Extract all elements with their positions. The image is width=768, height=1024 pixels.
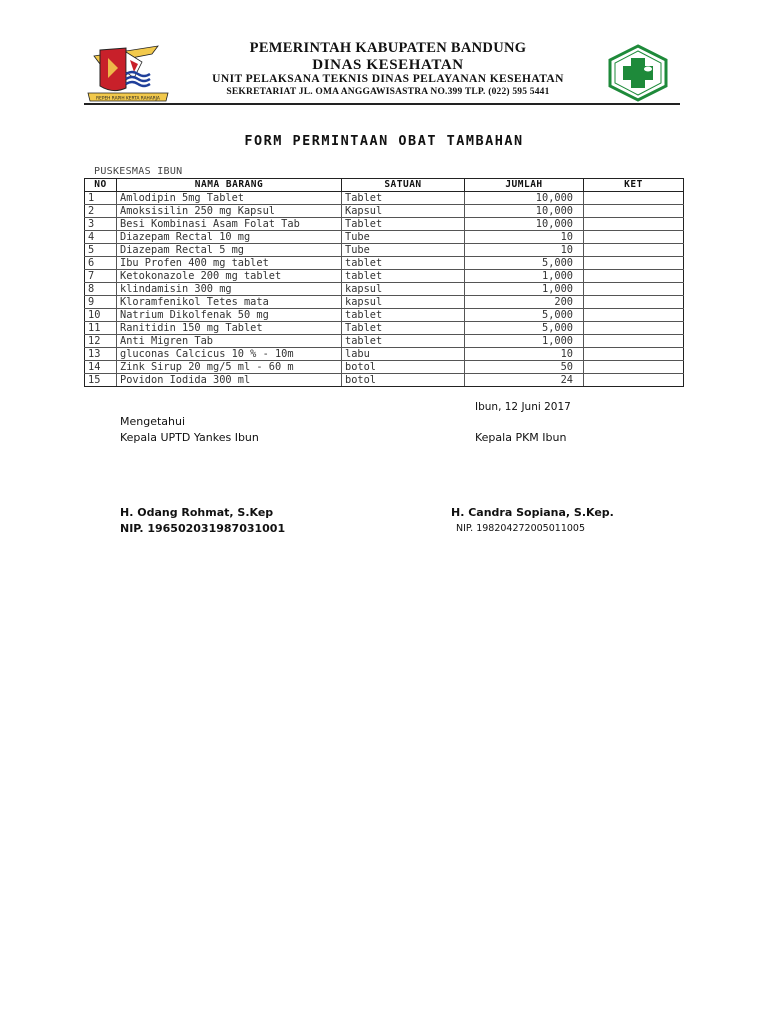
cell-nama-barang: Povidon Iodida 300 ml xyxy=(117,374,342,387)
cell-no: 13 xyxy=(85,348,117,361)
cell-no: 8 xyxy=(85,283,117,296)
health-cross-logo xyxy=(606,44,670,102)
table-row xyxy=(85,231,684,244)
puskesmas-name: PUSKESMAS IBUN xyxy=(94,166,183,177)
letterhead-address: SEKRETARIAT JL. OMA ANGGAWISASTRA NO.399 TLP. (022) 595 5441 xyxy=(226,87,550,97)
cell-satuan: kapsul xyxy=(342,296,465,309)
cell-satuan: tablet xyxy=(342,270,465,283)
table-row xyxy=(85,322,684,335)
cell-jumlah: 1,000 xyxy=(465,270,584,283)
cell-ket xyxy=(584,322,684,335)
cell-jumlah: 10,000 xyxy=(465,218,584,231)
cell-nama-barang: Amlodipin 5mg Tablet xyxy=(117,192,342,205)
cell-no: 6 xyxy=(85,257,117,270)
cell-jumlah: 24 xyxy=(465,374,584,387)
cell-jumlah: 10,000 xyxy=(465,192,584,205)
cell-satuan: tablet xyxy=(342,257,465,270)
cell-satuan: botol xyxy=(342,374,465,387)
cell-nama-barang: klindamisin 300 mg xyxy=(117,283,342,296)
cell-no: 5 xyxy=(85,244,117,257)
right-signatory-name: H. Candra Sopiana, S.Kep. xyxy=(451,506,614,519)
left-signatory-title: Kepala UPTD Yankes Ibun xyxy=(120,431,259,444)
cell-ket xyxy=(584,296,684,309)
table-row xyxy=(85,335,684,348)
header-satuan: SATUAN xyxy=(342,179,465,192)
left-signatory-name: H. Odang Rohmat, S.Kep xyxy=(120,506,274,519)
cell-no: 2 xyxy=(85,205,117,218)
kabupaten-bandung-emblem xyxy=(86,38,170,104)
table-row xyxy=(85,361,684,374)
cell-no: 14 xyxy=(85,361,117,374)
cell-nama-barang: Kloramfenikol Tetes mata xyxy=(117,296,342,309)
cell-no: 15 xyxy=(85,374,117,387)
cell-ket xyxy=(584,205,684,218)
cell-ket xyxy=(584,283,684,296)
cell-jumlah: 5,000 xyxy=(465,322,584,335)
cell-no: 4 xyxy=(85,231,117,244)
cell-ket xyxy=(584,270,684,283)
table-row xyxy=(85,309,684,322)
cell-ket xyxy=(584,309,684,322)
cell-no: 11 xyxy=(85,322,117,335)
cell-nama-barang: Natrium Dikolfenak 50 mg xyxy=(117,309,342,322)
letterhead-agency: DINAS KESEHATAN xyxy=(312,57,464,73)
cell-no: 9 xyxy=(85,296,117,309)
letterhead-unit: UNIT PELAKSANA TEKNIS DINAS PELAYANAN KESEHATAN xyxy=(212,73,564,85)
header-ket: KET xyxy=(584,179,684,192)
cell-jumlah: 5,000 xyxy=(465,257,584,270)
table-row xyxy=(85,348,684,361)
cell-no: 12 xyxy=(85,335,117,348)
table-row xyxy=(85,270,684,283)
svg-text:REPEH RAPIH KERTA RAHARJA: REPEH RAPIH KERTA RAHARJA xyxy=(96,96,160,102)
header-nama-barang: NAMA BARANG xyxy=(117,179,342,192)
table-row xyxy=(85,283,684,296)
cell-satuan: tablet xyxy=(342,335,465,348)
header-no: NO xyxy=(85,179,117,192)
cell-satuan: Tablet xyxy=(342,218,465,231)
place-date: Ibun, 12 Juni 2017 xyxy=(475,401,571,413)
cell-satuan: Kapsul xyxy=(342,205,465,218)
cell-ket xyxy=(584,231,684,244)
cell-ket xyxy=(584,244,684,257)
cell-nama-barang: Ibu Profen 400 mg tablet xyxy=(117,257,342,270)
cell-ket xyxy=(584,361,684,374)
cell-jumlah: 50 xyxy=(465,361,584,374)
cell-ket xyxy=(584,257,684,270)
cell-satuan: Tablet xyxy=(342,322,465,335)
table-row xyxy=(85,244,684,257)
cell-jumlah: 10 xyxy=(465,244,584,257)
letterhead xyxy=(170,40,606,98)
cell-ket xyxy=(584,335,684,348)
cell-nama-barang: Ranitidin 150 mg Tablet xyxy=(117,322,342,335)
left-signatory-nip: NIP. 196502031987031001 xyxy=(120,522,286,535)
cell-ket xyxy=(584,348,684,361)
cell-satuan: botol xyxy=(342,361,465,374)
cell-nama-barang: gluconas Calcicus 10 % - 10m xyxy=(117,348,342,361)
table-row xyxy=(85,192,684,205)
header-jumlah: JUMLAH xyxy=(465,179,584,192)
form-title: FORM PERMINTAAN OBAT TAMBAHAN xyxy=(244,133,524,149)
mengetahui-label: Mengetahui xyxy=(120,415,186,428)
cell-jumlah: 5,000 xyxy=(465,309,584,322)
cell-jumlah: 10 xyxy=(465,348,584,361)
cell-ket xyxy=(584,218,684,231)
table-row xyxy=(85,257,684,270)
table-row xyxy=(85,205,684,218)
table-row xyxy=(85,218,684,231)
table-header-row xyxy=(85,179,684,192)
cell-jumlah: 1,000 xyxy=(465,283,584,296)
cell-jumlah: 1,000 xyxy=(465,335,584,348)
cell-jumlah: 10,000 xyxy=(465,205,584,218)
cell-no: 7 xyxy=(85,270,117,283)
cell-nama-barang: Besi Kombinasi Asam Folat Tab xyxy=(117,218,342,231)
cell-no: 10 xyxy=(85,309,117,322)
cell-satuan: labu xyxy=(342,348,465,361)
cell-no: 3 xyxy=(85,218,117,231)
cell-ket xyxy=(584,192,684,205)
cell-ket xyxy=(584,374,684,387)
cell-nama-barang: Amoksisilin 250 mg Kapsul xyxy=(117,205,342,218)
table-row xyxy=(85,296,684,309)
cell-no: 1 xyxy=(85,192,117,205)
right-signatory-title: Kepala PKM Ibun xyxy=(475,431,567,444)
cell-satuan: kapsul xyxy=(342,283,465,296)
cell-jumlah: 200 xyxy=(465,296,584,309)
cell-nama-barang: Diazepam Rectal 10 mg xyxy=(117,231,342,244)
cell-satuan: tablet xyxy=(342,309,465,322)
table-row xyxy=(85,374,684,387)
cell-nama-barang: Zink Sirup 20 mg/5 ml - 60 m xyxy=(117,361,342,374)
cell-nama-barang: Diazepam Rectal 5 mg xyxy=(117,244,342,257)
medicine-request-table xyxy=(84,178,684,387)
cell-satuan: Tube xyxy=(342,231,465,244)
cell-satuan: Tube xyxy=(342,244,465,257)
cell-satuan: Tablet xyxy=(342,192,465,205)
cell-nama-barang: Ketokonazole 200 mg tablet xyxy=(117,270,342,283)
letterhead-government: PEMERINTAH KABUPATEN BANDUNG xyxy=(249,40,527,56)
letterhead-divider xyxy=(84,103,680,105)
cell-nama-barang: Anti Migren Tab xyxy=(117,335,342,348)
cell-jumlah: 10 xyxy=(465,231,584,244)
right-signatory-nip: NIP. 198204272005011005 xyxy=(456,523,585,534)
